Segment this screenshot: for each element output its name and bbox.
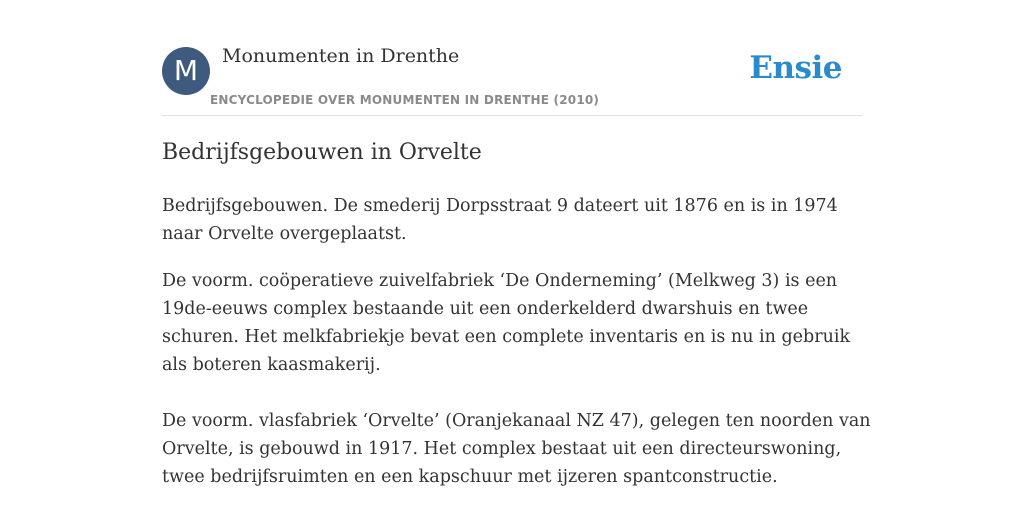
source-title[interactable]: Monumenten in Drenthe <box>222 45 460 67</box>
source-header <box>162 0 862 116</box>
article-paragraph: Bedrijfsgebouwen. De smederij Dorpsstraat 9 dateert uit 1876 en is in 1974 naar Orvelte overgeplaatst. <box>162 196 838 244</box>
article-paragraph: De voorm. coöperatieve zuivelfabriek ‘De Onderneming’ (Melkweg 3) is een 19de-eeuws complex bestaande uit een onderkelderd dwarshuis en twee schuren. Het melkfabriekje bevat een complete inventaris en is nu in gebruik als boteren kaasmakerij. <box>162 271 851 375</box>
ensie-logo[interactable]: Ensie <box>749 50 842 86</box>
article-paragraph: De voorm. vlasfabriek ‘Orvelte’ (Oranjekanaal NZ 47), gelegen ten noorden van Orvelte, is gebouwd in 1917. Het complex bestaat uit een directeurswoning, twee bedrijfsruimten en een kapschuur met ijzeren spantconstructie. <box>162 411 871 487</box>
source-subtitle: ENCYCLOPEDIE OVER MONUMENTEN IN DRENTHE (2010) <box>210 93 600 107</box>
article-title: Bedrijfsgebouwen in Orvelte <box>162 140 482 165</box>
avatar[interactable]: M <box>162 47 210 95</box>
content-column <box>162 0 871 487</box>
